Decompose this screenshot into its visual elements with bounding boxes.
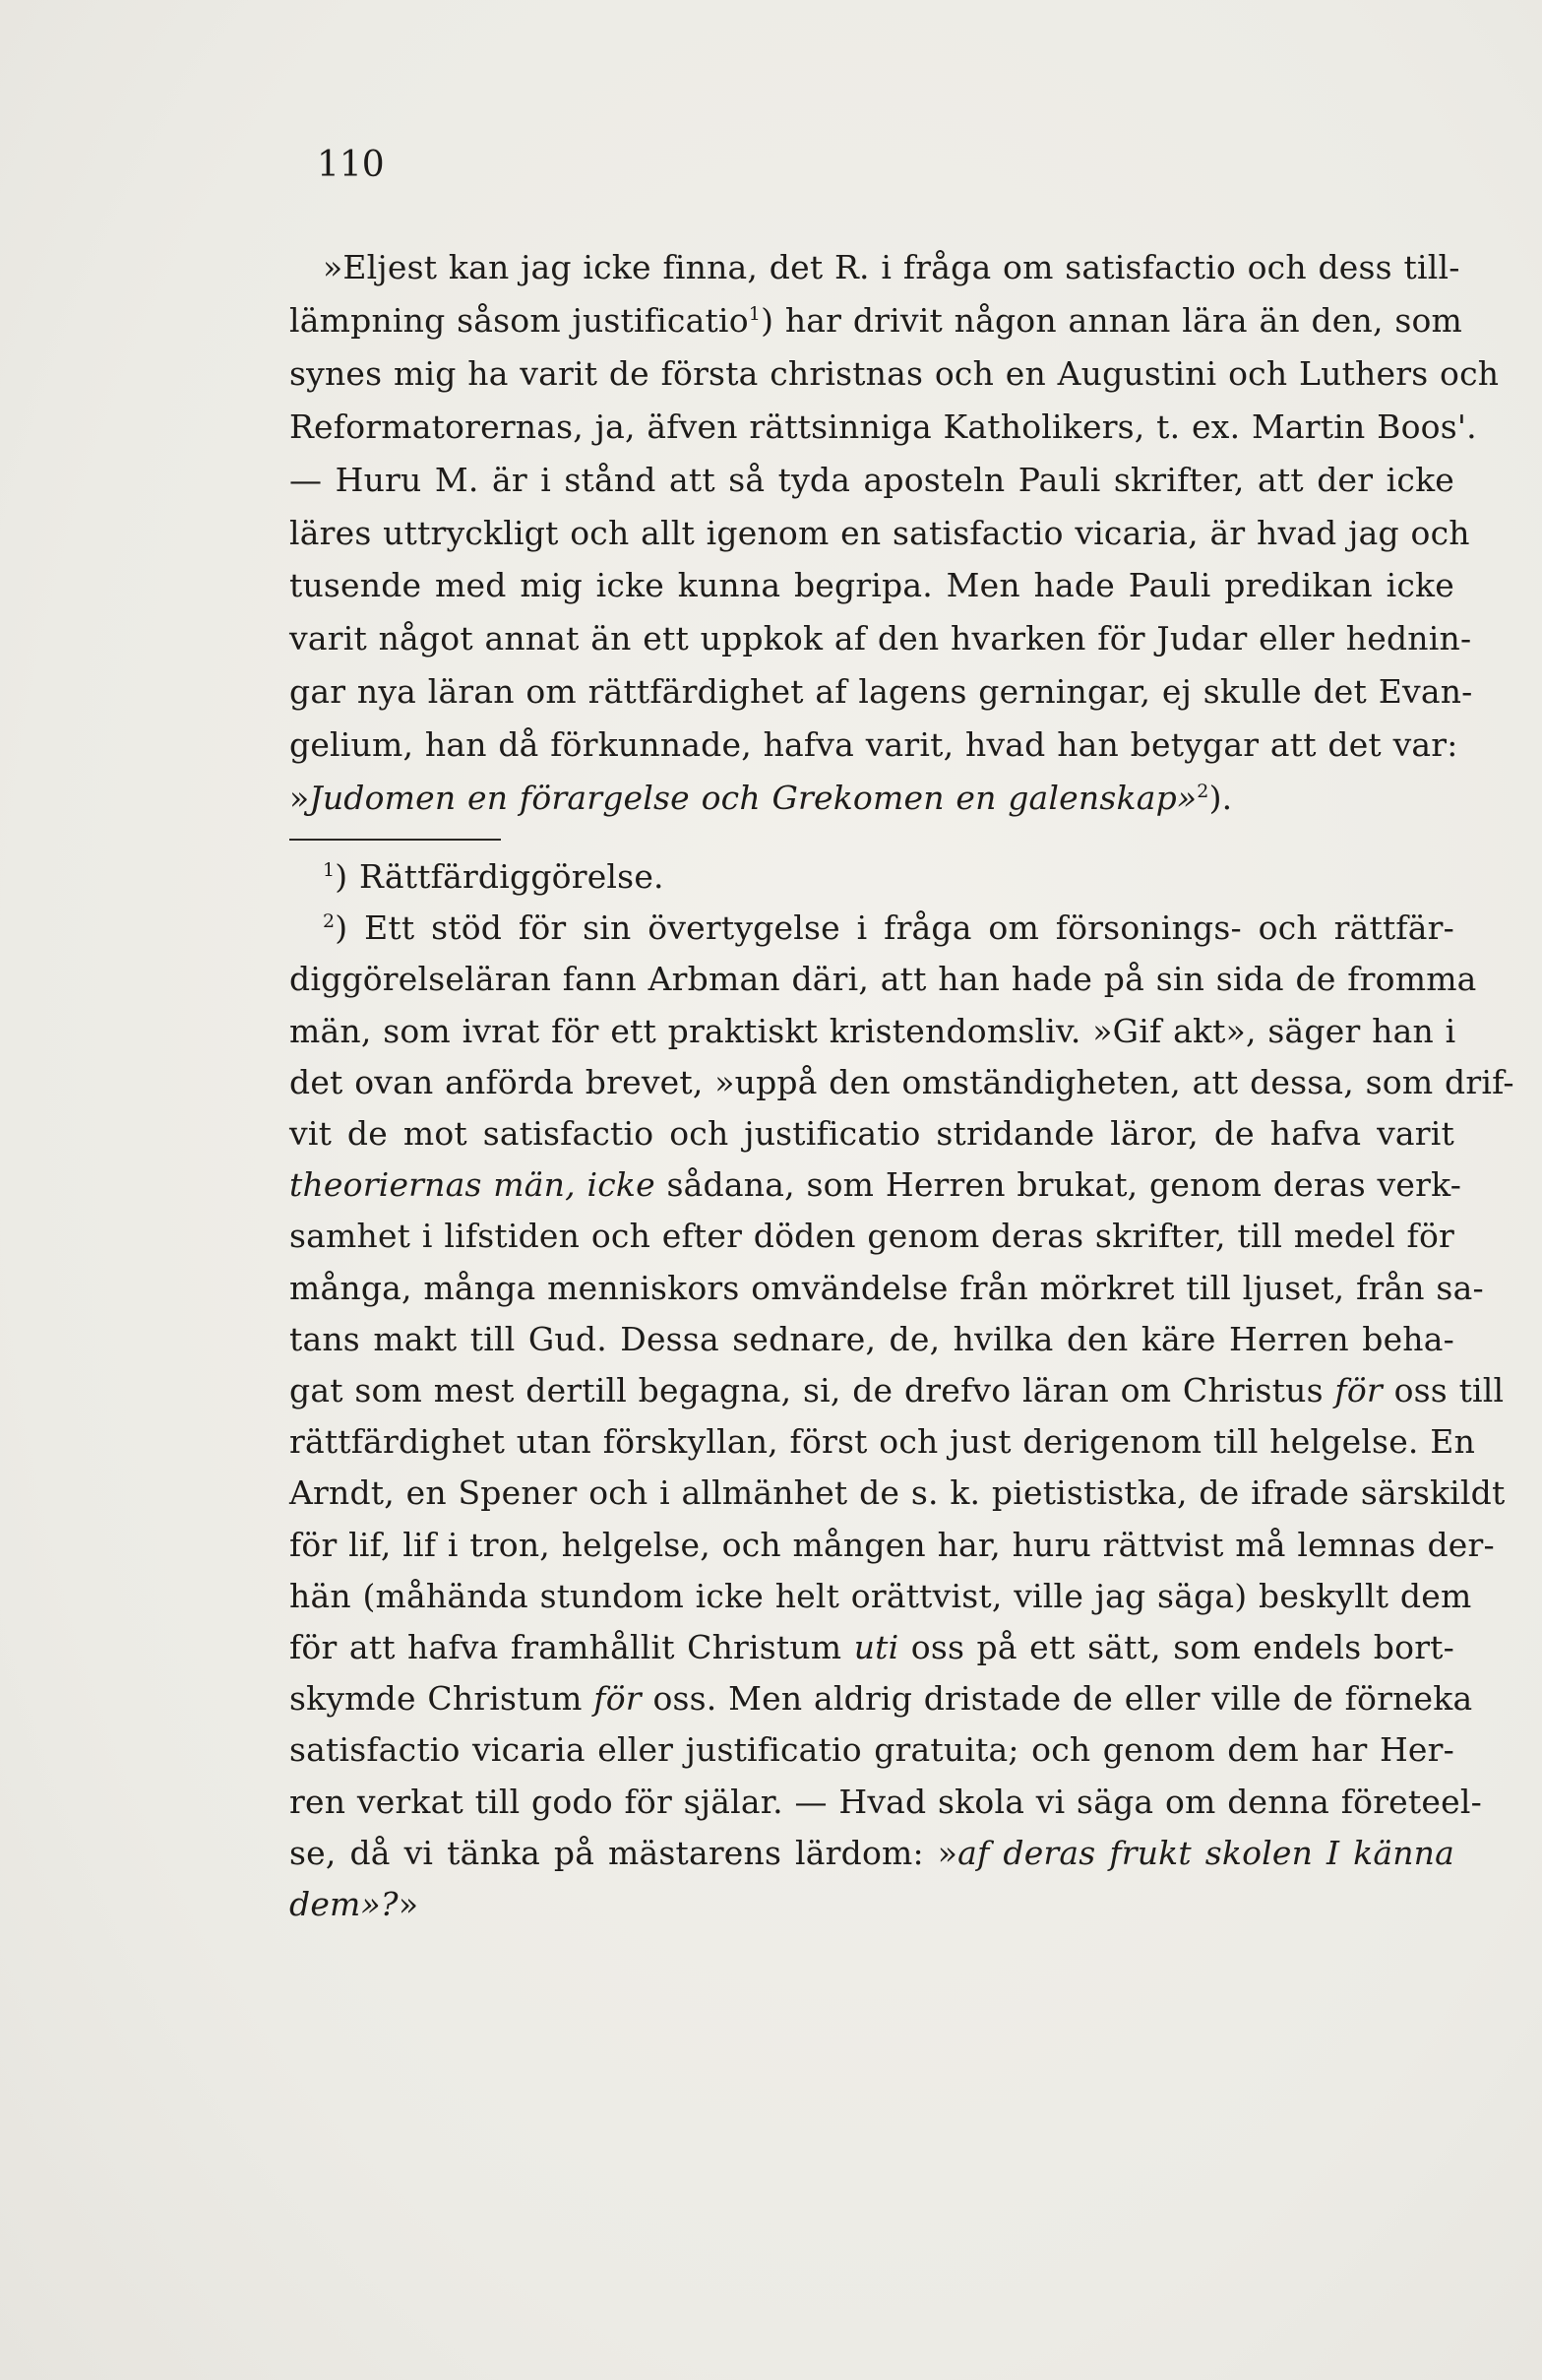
footnote-line: många, många menniskors omvändelse från mörkret till ljuset, från sa- (289, 1268, 1484, 1307)
text-line: tusende med mig icke kunna begripa. Men hade Pauli predikan icke (289, 566, 1454, 605)
footnote-line: diggörelseläran fann Arbman däri, att han hade på sin sida de fromma (289, 960, 1477, 999)
text-line: synes mig ha varit de första christnas och en Augustini och Luthers och (289, 353, 1500, 393)
footnote-line: $^2$) Ett stöd för sin övertygelse i fråga om försonings- och rättfär- (323, 908, 1454, 948)
footnote-line: rättfärdighet utan förskyllan, först och just derigenom till helgelse. En (289, 1422, 1476, 1462)
footnote-line: $^1$) Rättfärdiggörelse. (323, 857, 664, 896)
text-line: — Huru M. är i stånd att så tyda aposteln Pauli skrifter, att der icke (289, 460, 1454, 499)
footnote-line: för lif, lif i tron, helgelse, och mången har, huru rättvist må lemnas der- (289, 1525, 1495, 1564)
footnote-marker: 1 (748, 302, 762, 325)
footnote-line: för att hafva framhållit Christum uti oss på ett sätt, som endels bort- (289, 1628, 1454, 1667)
page-number: 110 (317, 145, 385, 185)
footnotes (289, 851, 1514, 1930)
footnote-marker: 2 (1197, 781, 1209, 803)
footnote-line: satisfactio vicaria eller justificatio gratuita; och genom dem har Her- (289, 1730, 1454, 1770)
footnote-line: dem»?» (289, 1885, 419, 1924)
footnote-number: 2 (323, 910, 336, 933)
footnote-line: skymde Christum för oss. Men aldrig dristade de eller ville de förneka (289, 1679, 1473, 1719)
text-line: »Judomen en förargelse och Grekomen en galenskap»$^2$). (289, 779, 1233, 818)
text-line: gar nya läran om rättfärdighet af lagens gerningar, ej skulle det Evan- (289, 672, 1473, 712)
footnote-line: tans makt till Gud. Dessa sednare, de, hvilka den käre Herren beha- (289, 1319, 1454, 1358)
footnote-line: se, då vi tänka på mästarens lärdom: »af deras frukt skolen I känna (289, 1833, 1455, 1872)
footnote-line: män, som ivrat för ett praktiskt kristendomsliv. »Gif akt», säger han i (289, 1011, 1456, 1050)
text-line: »Eljest kan jag icke finna, det R. i fråga om satisfactio och dess till- (323, 248, 1460, 286)
footnote-line: gat som mest dertill begagna, si, de drefvo läran om Christus för oss till (289, 1371, 1505, 1410)
footnote-line: hän (måhända stundom icke helt orättvist, ville jag säga) beskyllt dem (289, 1576, 1472, 1615)
text-line: lämpning såsom justificatio$^1$) har drivit någon annan lära än den, som (289, 300, 1463, 340)
main-text (289, 241, 1500, 825)
text-line: gelium, han då förkunnade, hafva varit, hvad han betygar att det var: (289, 725, 1458, 765)
footnote-line: theoriernas män, icke sådana, som Herren brukat, genom deras verk- (289, 1165, 1462, 1205)
footnote-line: ren verkat till godo för själar. — Hvad skola vi säga om denna företeel- (289, 1782, 1482, 1821)
footnote-line: det ovan anförda brevet, »uppå den omständigheten, att dessa, som drif- (289, 1062, 1514, 1101)
footnote-line: Arndt, en Spener och i allmänhet de s. k. pietististka, de ifrade särskildt (289, 1473, 1506, 1513)
text-line: varit något annat än ett uppkok af den hvarken för Judar eller hednin- (289, 619, 1472, 658)
footnote-rule (289, 839, 501, 841)
text-line: läres uttryckligt och allt igenom en satisfactio vicaria, är hvad jag och (289, 513, 1470, 552)
footnote-number: 1 (323, 859, 336, 881)
footnote-line: vit de mot satisfactio och justificatio stridande läror, de hafva varit (289, 1114, 1454, 1154)
footnote-line: samhet i lifstiden och efter döden genom deras skrifter, till medel för (289, 1217, 1454, 1256)
text-line: Reformatorernas, ja, äfven rättsinniga Katholikers, t. ex. Martin Boos'. (289, 407, 1477, 446)
